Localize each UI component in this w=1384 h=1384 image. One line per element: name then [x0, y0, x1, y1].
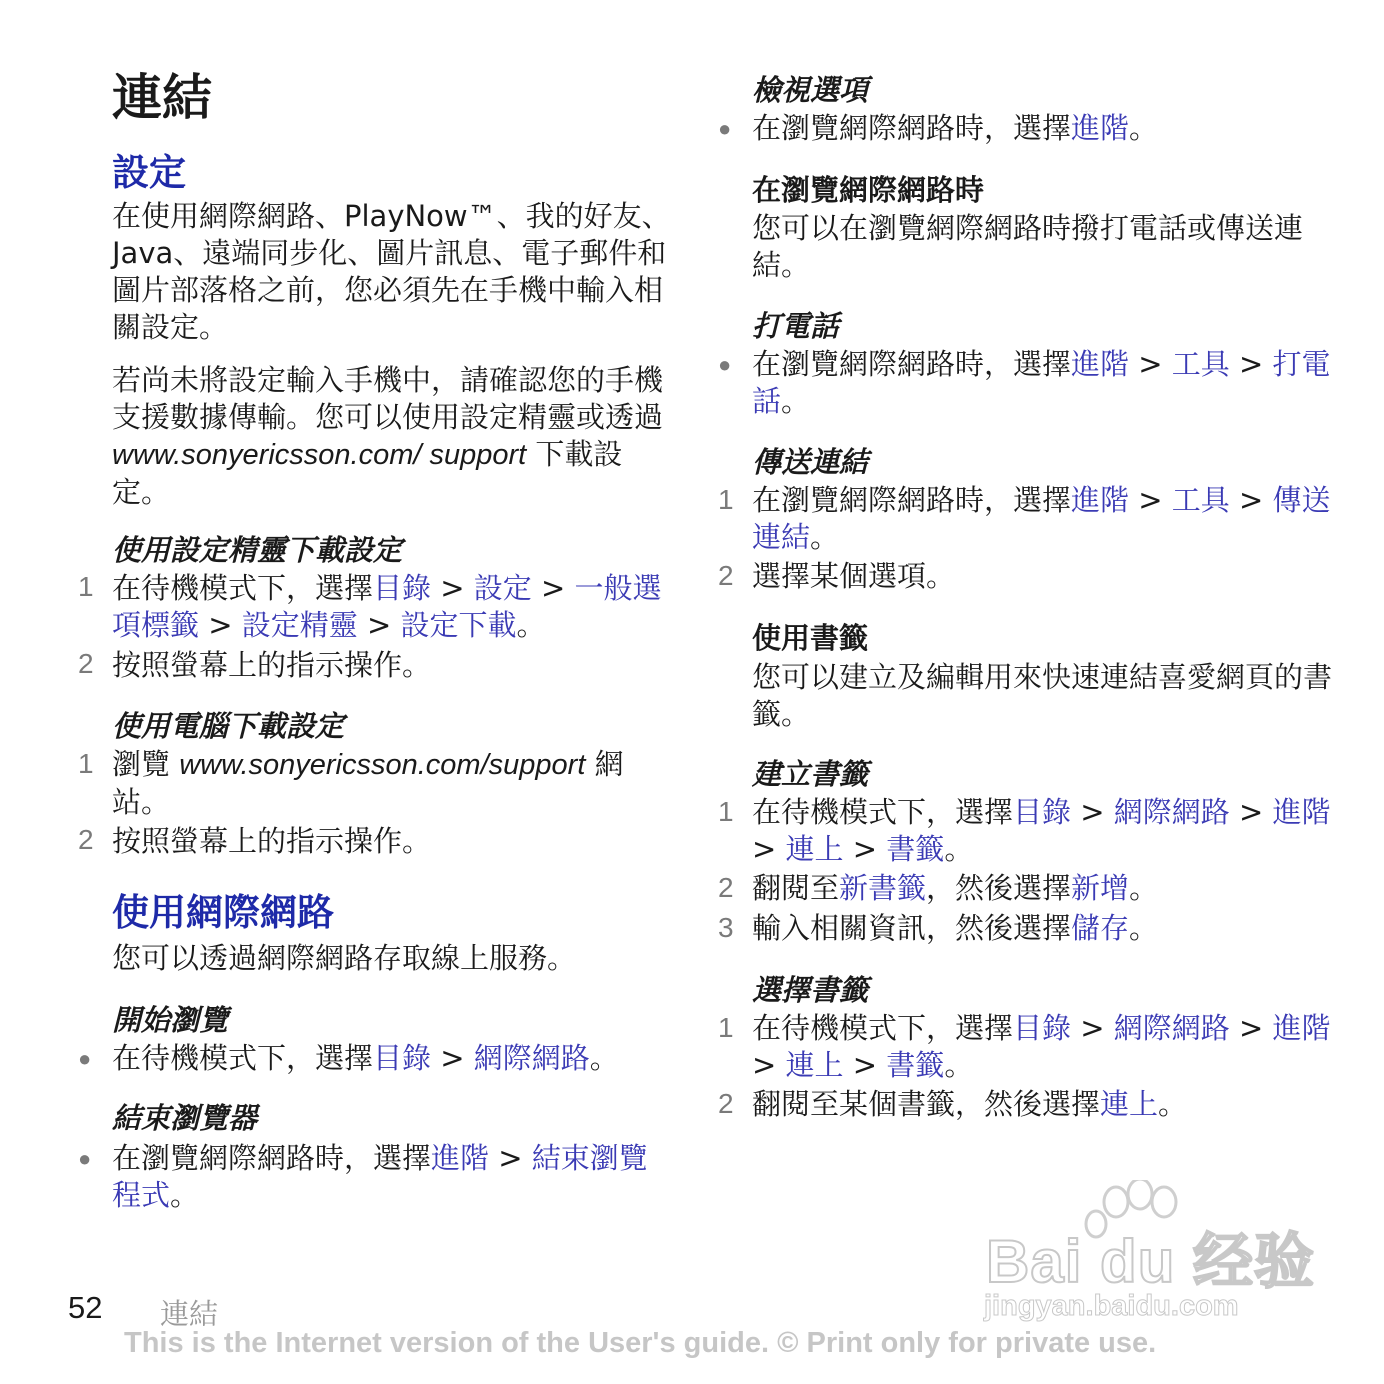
bookmarks-paragraph: 您可以建立及編輯用來快速連結喜愛網頁的書籤。	[752, 660, 1333, 731]
tools-link[interactable]: 工具	[1171, 483, 1230, 517]
chapter-title: 連結	[112, 69, 212, 127]
bookmarks-heading: 使用書籤	[752, 621, 869, 655]
pc-step-1: 瀏覽 www.sonyericsson.com/support 網站。	[112, 747, 624, 819]
save-link[interactable]: 儲存	[1071, 911, 1130, 945]
view-options-step: 在瀏覽網際網路時，選擇進階。	[752, 111, 1159, 145]
settings-download-link[interactable]: 設定下載	[400, 608, 517, 642]
view-options-heading: 檢視選項	[752, 73, 869, 107]
internet-link[interactable]: 網際網路	[1113, 1011, 1230, 1045]
send-link-heading: 傳送連結	[752, 445, 869, 479]
internet-link[interactable]: 網際網路	[1113, 795, 1230, 829]
create-bookmark-heading: 建立書籤	[752, 757, 869, 791]
create-bookmark-step-2: 翻閱至新書籤，然後選擇新增。	[752, 871, 1159, 905]
end-browser-step: 在瀏覽網際網路時，選擇進階 > 結束瀏覽程式。	[112, 1141, 648, 1212]
support-url: www.sonyericsson.com/ support	[112, 439, 527, 471]
end-browser-heading: 結束瀏覽器	[112, 1101, 258, 1135]
start-browsing-step: 在待機模式下，選擇目錄 > 網際網路。	[112, 1041, 619, 1075]
more-link[interactable]: 進階	[1272, 1011, 1331, 1045]
send-link-step-2: 選擇某個選項。	[752, 559, 956, 593]
new-bookmark-link[interactable]: 新書籤	[839, 871, 927, 905]
wizard-download-heading: 使用設定精靈下載設定	[112, 533, 403, 567]
general-tab-link[interactable]: 一般選項標籤	[112, 571, 662, 642]
setup-wizard-link[interactable]: 設定精靈	[241, 608, 358, 642]
menu-link[interactable]: 目錄	[373, 1041, 432, 1075]
select-bookmark-heading: 選擇書籤	[752, 973, 869, 1007]
step-number: 2	[78, 824, 94, 855]
go-to-link[interactable]: 連上	[785, 1048, 844, 1082]
tools-link[interactable]: 工具	[1171, 347, 1230, 381]
bullet-marker: ●	[78, 1146, 92, 1171]
while-browsing-paragraph: 您可以在瀏覽網際網路時撥打電話或傳送連結。	[752, 211, 1304, 282]
send-link-link[interactable]: 傳送連結	[752, 483, 1331, 554]
pc-step-2: 按照螢幕上的指示操作。	[112, 824, 432, 858]
internet-link[interactable]: 網際網路	[473, 1041, 590, 1075]
step-number: 2	[718, 560, 734, 591]
step-number: 1	[718, 484, 734, 515]
menu-link[interactable]: 目錄	[1013, 1011, 1072, 1045]
settings-paragraph-1: 在使用網際網路、PlayNow™、我的好友、Java、遠端同步化、圖片訊息、電子郵件和圖片部落格之前，您必須先在手機中輸入相關設定。	[112, 199, 671, 344]
step-number: 1	[78, 571, 94, 602]
wizard-step-2: 按照螢幕上的指示操作。	[112, 648, 432, 682]
more-link[interactable]: 進階	[1071, 483, 1130, 517]
start-browsing-heading: 開始瀏覽	[112, 1003, 229, 1037]
more-link[interactable]: 進階	[1272, 795, 1331, 829]
bookmarks-link[interactable]: 書籤	[886, 1048, 945, 1082]
create-bookmark-step-3: 輸入相關資訊，然後選擇儲存。	[752, 911, 1159, 945]
step-number: 1	[78, 748, 94, 779]
support-url: www.sonyericsson.com/support	[179, 749, 586, 781]
menu-link[interactable]: 目錄	[1013, 795, 1072, 829]
bullet-marker: ●	[78, 1046, 92, 1071]
step-number: 2	[78, 648, 94, 679]
while-browsing-heading: 在瀏覽網際網路時	[752, 173, 985, 207]
pc-download-heading: 使用電腦下載設定	[112, 709, 345, 743]
bookmarks-link[interactable]: 書籤	[886, 832, 945, 866]
send-link-step-1: 在瀏覽網際網路時，選擇進階 > 工具 > 傳送連結。	[752, 483, 1331, 554]
wizard-step-1: 在待機模式下，選擇目錄 > 設定 > 一般選項標籤 > 設定精靈 > 設定下載。	[112, 571, 662, 642]
more-link[interactable]: 進階	[1071, 347, 1130, 381]
go-to-link[interactable]: 連上	[785, 832, 844, 866]
create-bookmark-step-1: 在待機模式下，選擇目錄 > 網際網路 > 進階 > 連上 > 書籤。	[752, 795, 1331, 866]
watermark-url: jingyan.baidu.com	[984, 1290, 1239, 1322]
step-number: 1	[718, 1012, 734, 1043]
watermark-text: Bai du 经验	[986, 1228, 1316, 1295]
select-bookmark-step-2: 翻閱至某個書籤，然後選擇連上。	[752, 1087, 1188, 1121]
internet-paragraph: 您可以透過網際網路存取線上服務。	[112, 941, 577, 975]
make-call-heading: 打電話	[752, 309, 840, 343]
settings-paragraph-2: 若尚未將設定輸入手機中，請確認您的手機支援數據傳輸。您可以使用設定精靈或透過 www.sonyericsson.com/ support 下載設定。	[112, 363, 664, 509]
menu-link[interactable]: 目錄	[373, 571, 432, 605]
settings-heading: 設定	[112, 151, 186, 194]
exit-browser-link[interactable]: 結束瀏覽程式	[112, 1141, 648, 1212]
more-link[interactable]: 進階	[431, 1141, 490, 1175]
add-link[interactable]: 新增	[1071, 871, 1130, 905]
more-link[interactable]: 進階	[1071, 111, 1130, 145]
make-call-link[interactable]: 打電話	[752, 347, 1331, 418]
use-internet-heading: 使用網際網路	[112, 891, 334, 934]
select-bookmark-step-1: 在待機模式下，選擇目錄 > 網際網路 > 進階 > 連上 > 書籤。	[752, 1011, 1331, 1082]
step-number: 2	[718, 872, 734, 903]
step-number: 1	[718, 796, 734, 827]
step-number: 2	[718, 1088, 734, 1119]
make-call-step: 在瀏覽網際網路時，選擇進階 > 工具 > 打電話。	[752, 347, 1331, 418]
footer-note: This is the Internet version of the User's guide. © Print only for private use.	[124, 1327, 1157, 1359]
step-number: 3	[718, 912, 734, 943]
page-number: 52	[68, 1290, 103, 1325]
bullet-marker: ●	[718, 352, 732, 377]
settings-link[interactable]: 設定	[473, 571, 532, 605]
bullet-marker: ●	[718, 116, 732, 141]
footer-section: 連結	[160, 1297, 219, 1331]
go-to-link[interactable]: 連上	[1100, 1087, 1159, 1121]
